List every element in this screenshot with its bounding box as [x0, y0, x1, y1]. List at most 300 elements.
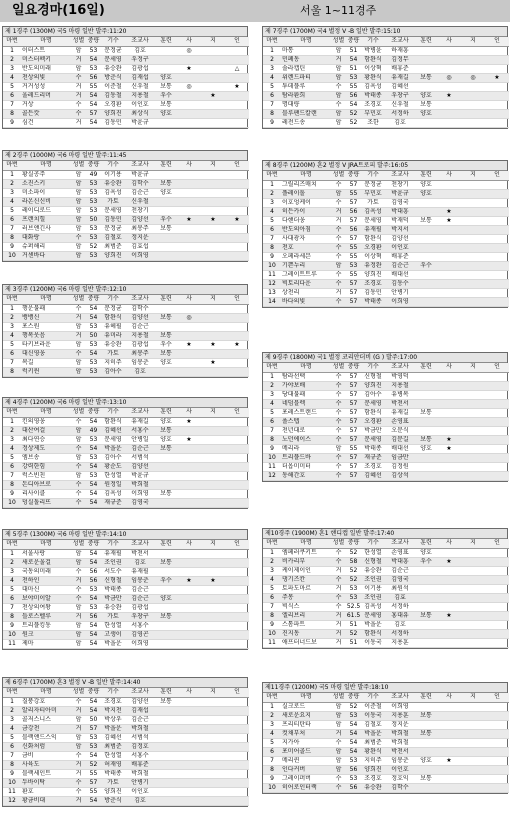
table-cell	[485, 189, 509, 198]
table-cell	[201, 471, 225, 480]
table-cell: 우수	[155, 91, 177, 100]
table-cell	[177, 179, 201, 188]
horse-name: 당대불패	[281, 390, 331, 399]
horse-name: 노던에이스	[281, 435, 331, 444]
table-cell: 서정하	[385, 629, 415, 638]
table-cell	[461, 225, 485, 234]
table-cell	[415, 399, 437, 408]
table-cell	[415, 288, 437, 297]
table-cell: 53	[86, 603, 101, 612]
table-cell	[461, 747, 485, 756]
table-cell: 52	[346, 702, 361, 711]
table-cell: 7	[3, 603, 21, 612]
table-cell: 53	[86, 188, 101, 197]
table-cell	[415, 575, 437, 584]
table-cell: ★	[225, 340, 249, 349]
column-header: 마명	[281, 693, 331, 702]
column-header: 인	[485, 693, 509, 702]
table-cell: ★	[201, 91, 225, 100]
table-cell	[225, 594, 249, 603]
table-cell	[461, 46, 485, 55]
table-cell: 거	[71, 724, 86, 733]
table-cell: 암	[71, 197, 86, 206]
table-cell	[437, 180, 461, 189]
table-cell	[461, 261, 485, 270]
table-cell	[177, 612, 201, 621]
table-cell: 박을운	[101, 639, 125, 648]
table-cell: 1	[263, 180, 281, 189]
table-cell	[461, 189, 485, 198]
table-cell: 김양선	[125, 462, 155, 471]
table-cell: 암	[71, 64, 86, 73]
table-cell	[225, 91, 249, 100]
table-cell	[225, 367, 249, 376]
horse-name: 민폐동	[281, 55, 331, 64]
table-cell: 55	[86, 82, 101, 91]
table-cell: 김재섭	[125, 73, 155, 82]
race-entries	[3, 540, 249, 649]
column-header: 성별	[72, 408, 85, 416]
table-cell: 문세영	[361, 216, 385, 225]
table-cell: 52	[346, 109, 361, 118]
table-cell: 수	[331, 602, 346, 611]
table-row	[263, 399, 509, 408]
column-header: 성별	[332, 363, 345, 371]
table-cell	[225, 100, 249, 109]
table-cell: 수	[331, 435, 346, 444]
table-cell	[225, 170, 249, 179]
table-cell: 배휴준	[385, 252, 415, 261]
table-row	[3, 585, 249, 594]
table-row	[3, 498, 249, 507]
table-cell: 13	[263, 288, 281, 297]
column-header: 인	[225, 688, 249, 697]
table-cell	[437, 118, 461, 127]
table-cell: 6	[3, 594, 21, 603]
table-row	[263, 620, 509, 629]
table-cell	[485, 243, 509, 252]
table-cell: 거	[71, 313, 86, 322]
table-cell: 우정구	[125, 55, 155, 64]
horse-name: 더옵미미터	[281, 462, 331, 471]
table-cell: 김혜선	[101, 426, 125, 435]
table-cell: 거	[71, 769, 86, 778]
table-cell: 9	[263, 118, 281, 127]
table-cell: 거	[71, 331, 86, 340]
column-header: 기수	[101, 37, 125, 46]
table-cell	[485, 198, 509, 207]
table-cell: 김학수	[125, 304, 155, 313]
table-cell: 박희철	[385, 729, 415, 738]
table-cell: 5	[3, 340, 21, 349]
table-cell: 10	[263, 261, 281, 270]
table-cell: 안병기	[125, 778, 155, 787]
table-cell: 53	[346, 584, 361, 593]
column-header: 지	[201, 408, 225, 417]
table-cell: 오경환	[361, 417, 385, 426]
column-header: 조교사	[125, 37, 155, 46]
table-cell: 정호익	[385, 774, 415, 783]
horse-name: 블루팬드칼랜	[281, 109, 331, 118]
horse-name: 그레이퍼버	[281, 774, 331, 783]
table-row	[3, 91, 249, 100]
table-cell: 11	[263, 638, 281, 647]
table-cell	[461, 390, 485, 399]
table-cell: ★	[437, 216, 461, 225]
table-cell	[485, 783, 509, 792]
table-cell	[225, 612, 249, 621]
column-header: 중량	[87, 161, 100, 169]
table-cell: 57	[346, 297, 361, 306]
table-cell: ★	[437, 611, 461, 620]
table-cell	[485, 279, 509, 288]
table-cell	[177, 489, 201, 498]
table-cell	[177, 109, 201, 118]
horse-name: 최다연승	[21, 435, 71, 444]
table-cell: 53	[86, 367, 101, 376]
horse-name: 울레드리머	[21, 91, 71, 100]
table-cell	[225, 73, 249, 82]
table-cell	[155, 197, 177, 206]
table-cell	[437, 629, 461, 638]
table-row	[3, 349, 249, 358]
table-cell: 문정균	[101, 224, 125, 233]
table-cell	[461, 566, 485, 575]
table-cell: 5	[263, 216, 281, 225]
table-cell	[461, 471, 485, 480]
table-cell	[201, 82, 225, 91]
table-cell: 서홍수	[125, 621, 155, 630]
horse-name: 트리플드바	[281, 453, 331, 462]
table-cell: 1	[3, 549, 21, 558]
table-cell	[201, 426, 225, 435]
table-cell: 유재길	[125, 417, 155, 426]
table-cell: 신우철	[125, 197, 155, 206]
table-cell	[437, 64, 461, 73]
horse-name: 명대량	[281, 100, 331, 109]
table-cell: 유승완	[101, 64, 125, 73]
table-cell: 암	[331, 118, 346, 127]
table-cell: 수	[331, 279, 346, 288]
table-cell	[415, 270, 437, 279]
table-cell: 고생이	[101, 630, 125, 639]
table-cell	[225, 471, 249, 480]
table-cell: 김정원	[385, 462, 415, 471]
table-cell	[201, 630, 225, 639]
table-cell	[177, 751, 201, 760]
table-cell	[225, 55, 249, 64]
race-title: 제11경주 (1200M) 국5 마령 일반 발주:18:10	[263, 683, 507, 693]
table-cell: 김아수	[101, 367, 125, 376]
table-cell: 이상혁	[361, 64, 385, 73]
table-cell: 거	[71, 82, 86, 91]
table-row	[3, 787, 249, 796]
table-cell: 53	[86, 206, 101, 215]
table-cell: 최범준	[101, 242, 125, 251]
table-row	[263, 444, 509, 453]
table-cell	[225, 417, 249, 426]
horse-name: 소진스키	[21, 179, 71, 188]
table-cell	[415, 417, 437, 426]
table-cell	[225, 349, 249, 358]
table-cell: 53	[86, 471, 101, 480]
table-cell: 9	[263, 252, 281, 261]
table-cell: 거	[71, 55, 86, 64]
column-header: 조교사	[385, 171, 415, 180]
horse-name: 사대광자	[281, 234, 331, 243]
table-cell	[225, 567, 249, 576]
table-cell: 유병복	[385, 390, 415, 399]
table-cell	[201, 118, 225, 127]
table-cell: 58	[346, 557, 361, 566]
horse-name: 댕기즈칸	[281, 575, 331, 584]
table-cell	[485, 471, 509, 480]
table-cell: 보통	[415, 611, 437, 620]
table-cell	[485, 729, 509, 738]
table-cell	[201, 109, 225, 118]
table-cell	[155, 471, 177, 480]
column-header: 기수	[361, 171, 385, 180]
table-cell	[201, 435, 225, 444]
race-title: 제 3경주 (1200M) 국6 마령 일반 발주:12:10	[3, 285, 247, 295]
column-header: 조교사	[385, 37, 415, 46]
table-cell	[437, 783, 461, 792]
table-cell: 53	[86, 64, 101, 73]
table-cell: ★	[201, 576, 225, 585]
table-cell: 가토	[101, 612, 125, 621]
table-cell: 신형철	[361, 372, 385, 381]
table-cell: 김문길	[385, 435, 415, 444]
column-header: 마번	[3, 161, 21, 170]
table-cell	[485, 702, 509, 711]
table-cell: 배대선	[385, 444, 415, 453]
table-cell: 57	[346, 417, 361, 426]
table-cell	[461, 711, 485, 720]
table-cell: 54	[86, 498, 101, 507]
table-row	[263, 638, 509, 647]
table-row	[3, 109, 249, 118]
table-cell: 암	[71, 367, 86, 376]
table-cell: 6	[263, 593, 281, 602]
table-cell: 이기용	[101, 170, 125, 179]
table-cell: 이희영	[125, 489, 155, 498]
table-cell: 김옥성	[101, 489, 125, 498]
table-cell: 최범준	[101, 742, 125, 751]
table-cell: 부민호	[361, 109, 385, 118]
table-cell	[177, 498, 201, 507]
table-cell: 박금만	[361, 426, 385, 435]
table-cell: ◎	[177, 82, 201, 91]
table-cell	[225, 46, 249, 55]
table-cell: 김동철	[101, 91, 125, 100]
table-cell: 문세영	[361, 435, 385, 444]
horse-name: 메리라	[281, 444, 331, 453]
table-cell	[437, 381, 461, 390]
column-header: 중량	[347, 539, 360, 547]
table-cell	[461, 417, 485, 426]
table-cell: 배대선	[385, 270, 415, 279]
horse-name: 포미어골드	[281, 747, 331, 756]
table-cell: 수	[71, 233, 86, 242]
table-cell: 수	[331, 557, 346, 566]
table-cell: 서홍수	[125, 426, 155, 435]
table-cell: 박윤규	[125, 170, 155, 179]
table-row	[3, 706, 249, 715]
table-cell: 보통	[155, 331, 177, 340]
table-cell: 56	[86, 73, 101, 82]
table-cell: 5	[263, 82, 281, 91]
table-row	[3, 576, 249, 585]
column-header: 마명	[21, 688, 71, 697]
table-cell	[485, 720, 509, 729]
table-cell	[461, 783, 485, 792]
table-row	[3, 769, 249, 778]
table-cell: 암	[331, 711, 346, 720]
column-header: 인	[485, 171, 509, 180]
table-cell: 박희철	[125, 480, 155, 489]
horse-name: 반도의미래	[21, 64, 71, 73]
column-header: 마명	[281, 539, 331, 548]
table-row	[263, 702, 509, 711]
column-header: 중량	[87, 37, 100, 45]
table-row	[3, 724, 249, 733]
table-row	[263, 82, 509, 91]
table-cell	[201, 603, 225, 612]
table-cell	[485, 261, 509, 270]
table-cell: 54	[86, 462, 101, 471]
horse-name: 프리티탄타	[281, 720, 331, 729]
horse-name: 리사이클	[21, 489, 71, 498]
table-cell: 6	[3, 742, 21, 751]
table-cell	[485, 566, 509, 575]
table-cell	[201, 567, 225, 576]
table-cell	[225, 742, 249, 751]
table-cell	[415, 738, 437, 747]
table-cell: 수	[331, 82, 346, 91]
table-cell: 암	[71, 215, 86, 224]
table-cell	[155, 585, 177, 594]
table-row	[3, 340, 249, 349]
table-cell	[155, 567, 177, 576]
table-cell: 보통	[155, 489, 177, 498]
horse-name: 위렌드파티	[281, 73, 331, 82]
table-cell: 수	[71, 100, 86, 109]
table-cell	[201, 188, 225, 197]
table-cell	[415, 297, 437, 306]
table-cell	[225, 498, 249, 507]
table-cell: 최범준	[361, 738, 385, 747]
table-cell: 53	[86, 322, 101, 331]
horse-name: 제마	[21, 639, 71, 648]
table-cell: 김광섭	[125, 64, 155, 73]
column-header: 마명	[21, 37, 71, 46]
table-cell: 53	[346, 711, 361, 720]
table-cell: 김아수	[101, 453, 125, 462]
table-cell	[437, 261, 461, 270]
table-cell	[415, 629, 437, 638]
table-cell: 53	[86, 251, 101, 260]
column-header: 기수	[101, 540, 125, 549]
table-cell: 함완식	[361, 629, 385, 638]
column-header: 인	[485, 539, 509, 548]
horse-name: 그릴리즈매치	[281, 180, 331, 189]
table-cell	[201, 197, 225, 206]
table-cell: 8	[263, 243, 281, 252]
table-cell: 수	[331, 453, 346, 462]
table-cell: 임봉춘	[125, 576, 155, 585]
table-cell: 8	[263, 765, 281, 774]
table-cell	[201, 251, 225, 260]
table-cell	[225, 453, 249, 462]
table-cell: 10	[3, 498, 21, 507]
table-row	[263, 575, 509, 584]
table-cell: 박을운	[361, 620, 385, 629]
horse-name: 애프터너드보	[281, 638, 331, 647]
table-cell: 53	[86, 585, 101, 594]
column-header: 성별	[332, 171, 345, 179]
table-cell: 김호	[125, 796, 155, 805]
table-cell: 김옥성	[361, 82, 385, 91]
table-cell: 51	[346, 64, 361, 73]
table-cell: 보통	[155, 697, 177, 706]
table-cell	[155, 453, 177, 462]
column-header: 조교사	[385, 363, 415, 372]
table-cell	[415, 426, 437, 435]
horse-name: 블랙세인트	[21, 769, 71, 778]
table-cell: 가토	[101, 197, 125, 206]
table-row	[263, 198, 509, 207]
table-cell	[485, 462, 509, 471]
table-cell: 한성열	[101, 621, 125, 630]
table-row	[3, 733, 249, 742]
table-cell	[177, 367, 201, 376]
table-cell: 53	[346, 261, 361, 270]
table-cell	[461, 279, 485, 288]
table-cell	[415, 747, 437, 756]
table-cell: 암	[71, 742, 86, 751]
column-header: 마번	[263, 693, 281, 702]
table-cell: 양호	[415, 189, 437, 198]
table-cell: 2	[3, 426, 21, 435]
table-cell: 손영표	[385, 548, 415, 557]
table-cell: 수	[331, 252, 346, 261]
table-cell: ★	[177, 576, 201, 585]
table-cell: 7	[3, 358, 21, 367]
table-cell: 김호	[125, 558, 155, 567]
table-row	[263, 46, 509, 55]
table-cell: 53	[86, 197, 101, 206]
column-header: 지	[201, 295, 225, 304]
table-cell	[437, 243, 461, 252]
table-cell: 유승완	[361, 783, 385, 792]
table-cell: 박태종	[361, 91, 385, 100]
horse-name: 사육도	[21, 760, 71, 769]
table-cell	[155, 769, 177, 778]
table-cell	[225, 751, 249, 760]
table-cell: 문세영	[361, 611, 385, 620]
table-cell	[225, 462, 249, 471]
horse-name: 컷채부처	[281, 729, 331, 738]
table-cell	[415, 720, 437, 729]
table-cell: 김호	[385, 620, 415, 629]
table-cell	[437, 426, 461, 435]
table-cell: 박을운	[361, 729, 385, 738]
table-cell: 수	[71, 751, 86, 760]
table-cell	[177, 480, 201, 489]
table-cell: 55	[86, 769, 101, 778]
table-cell	[461, 399, 485, 408]
table-cell: 7	[263, 234, 281, 243]
